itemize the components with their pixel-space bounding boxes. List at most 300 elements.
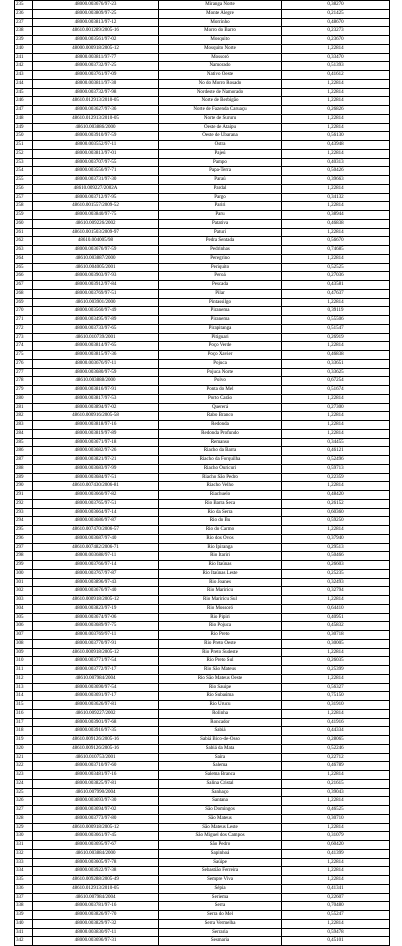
table-row [15, 911, 390, 920]
field-name: Pintassilgo [159, 298, 282, 307]
table-row [15, 499, 390, 508]
table-row [15, 709, 390, 718]
row-number: 297 [15, 543, 33, 552]
row-number: 276 [15, 359, 33, 368]
table-row [15, 841, 390, 850]
row-number: 287 [15, 456, 33, 465]
field-name: Riachuelo [159, 491, 282, 500]
row-number: 325 [15, 788, 33, 797]
process-number: 48000.003691/97-17 [33, 692, 159, 701]
process-number: 48000.003683/97-99 [33, 464, 159, 473]
process-number: 48610.003887/2000 [33, 254, 159, 263]
process-number: 48610.009226/2002 [33, 219, 159, 228]
row-number: 252 [15, 149, 33, 158]
process-number: 48610.009126/2005-16 [33, 744, 159, 753]
table-row [15, 438, 390, 447]
row-number: 240 [15, 44, 33, 53]
row-number: 307 [15, 631, 33, 640]
field-name: Mosquito [159, 36, 282, 45]
table-row [15, 97, 390, 106]
field-name: Rio Pipiri [159, 613, 282, 622]
process-number: 48610.009288/2005-49 [33, 876, 159, 885]
row-number: 256 [15, 184, 33, 193]
process-number: 48000.003765/97-51 [33, 499, 159, 508]
field-name: Remanso [159, 438, 282, 447]
row-number: 270 [15, 307, 33, 316]
row-number: 304 [15, 604, 33, 613]
field-name: Norte de Fazenda Caruaçu [159, 106, 282, 115]
process-number: 48000.003676/97-11 [33, 359, 159, 368]
row-number: 292 [15, 499, 33, 508]
table-row [15, 316, 390, 325]
table-row [15, 648, 390, 657]
field-name: Pescada [159, 281, 282, 290]
table-row [15, 849, 390, 858]
table-row [15, 491, 390, 500]
table-row [15, 289, 390, 298]
row-number: 269 [15, 298, 33, 307]
field-name: Rabo Branco [159, 412, 282, 421]
field-name: Pardal [159, 184, 282, 193]
field-name: Saúipe [159, 858, 282, 867]
process-number: 48000.003769/97-51 [33, 289, 159, 298]
process-number: 48000.003695/97-67 [33, 841, 159, 850]
field-name: Peregrino [159, 254, 282, 263]
table-row [15, 281, 390, 290]
process-number: 48000.003770/97-91 [33, 639, 159, 648]
process-number: 48610.004005/98 [33, 237, 159, 246]
row-number: 334 [15, 867, 33, 876]
field-name: São Mateus Leste [159, 823, 282, 832]
field-name: Patativa [159, 219, 282, 228]
row-number: 283 [15, 421, 33, 430]
field-name: Riacho Velho [159, 482, 282, 491]
process-number: 48000.003732/97-25 [33, 62, 159, 71]
field-name: Rio Preto Oeste [159, 639, 282, 648]
field-value: 0,46789 [282, 762, 390, 771]
field-value: 1,22814 [282, 482, 390, 491]
field-name: Serraria [159, 928, 282, 937]
field-name: Nativo Oeste [159, 71, 282, 80]
table-row [15, 596, 390, 605]
process-number: 48000.003829/97-32 [33, 919, 159, 928]
field-value: 0,34132 [282, 193, 390, 202]
field-value: 1,22814 [282, 44, 390, 53]
table-row [15, 867, 390, 876]
field-value: 0,30710 [282, 814, 390, 823]
table-row [15, 447, 390, 456]
row-number: 337 [15, 893, 33, 902]
row-number: 245 [15, 88, 33, 97]
field-value: 0,28065 [282, 736, 390, 745]
process-number: 48000.003821/97-21 [33, 456, 159, 465]
field-name: Sesmaria [159, 937, 282, 946]
table-row [15, 141, 390, 150]
row-number: 260 [15, 219, 33, 228]
row-number: 250 [15, 132, 33, 141]
field-value: 0,48420 [282, 491, 390, 500]
field-value: 0,40313 [282, 158, 390, 167]
field-value: 0,55247 [282, 911, 390, 920]
field-value: 0,23670 [282, 36, 390, 45]
field-value: 0,45832 [282, 622, 390, 631]
table-row [15, 683, 390, 692]
table-row [15, 53, 390, 62]
field-value: 0,33651 [282, 359, 390, 368]
field-value: 0,26152 [282, 499, 390, 508]
field-name: Pitiguari [159, 333, 282, 342]
row-number: 330 [15, 832, 33, 841]
field-value: 1,22814 [282, 526, 390, 535]
process-number: 48000.003818/97-16 [33, 421, 159, 430]
table-row [15, 806, 390, 815]
field-name: Riacho da Forquilha [159, 456, 282, 465]
row-number: 298 [15, 552, 33, 561]
field-name: Sanhaço [159, 788, 282, 797]
field-name: Pirapitanga [159, 324, 282, 333]
process-number: 48000.003916/97-35 [33, 727, 159, 736]
process-number: 48000.003556/97-71 [33, 167, 159, 176]
field-name: Sépia [159, 884, 282, 893]
row-number: 331 [15, 841, 33, 850]
table-row [15, 456, 390, 465]
field-value: 0,45101 [282, 937, 390, 946]
field-value: 0,59713 [282, 464, 390, 473]
process-number: 48000.003731/97-30 [33, 176, 159, 185]
process-number: 48610.007482/2006-71 [33, 543, 159, 552]
table-row [15, 464, 390, 473]
row-number: 332 [15, 849, 33, 858]
field-name: Rio Joanes [159, 578, 282, 587]
field-name: Seriema [159, 893, 282, 902]
row-number: 314 [15, 692, 33, 701]
field-value: 1,22814 [282, 88, 390, 97]
field-name: Sebastião Ferreira [159, 867, 282, 876]
table-row [15, 429, 390, 438]
table-row [15, 359, 390, 368]
table-row [15, 237, 390, 246]
row-number: 275 [15, 351, 33, 360]
row-number: 317 [15, 718, 33, 727]
field-value: 0,59478 [282, 928, 390, 937]
row-number: 336 [15, 884, 33, 893]
row-number: 278 [15, 377, 33, 386]
process-number: 48000.003912/97-84 [33, 281, 159, 290]
row-number: 324 [15, 779, 33, 788]
field-name: Roncador [159, 718, 282, 727]
process-number: 48610.007430/2006-81 [33, 482, 159, 491]
table-row [15, 876, 390, 885]
field-value: 0,47637 [282, 289, 390, 298]
table-row [15, 753, 390, 762]
table-row [15, 508, 390, 517]
field-name: Sabiá [159, 727, 282, 736]
table-row [15, 736, 390, 745]
field-value: 1,22814 [282, 149, 390, 158]
table-row [15, 263, 390, 272]
field-name: Rio do Bu [159, 517, 282, 526]
process-number: 48000.003813/97-12 [33, 18, 159, 27]
table-row [15, 123, 390, 132]
field-name: Rio Itaúnas [159, 561, 282, 570]
process-number: 48000.003481/97-16 [33, 771, 159, 780]
table-row [15, 762, 390, 771]
process-number: 48000.003811/97-30 [33, 79, 159, 88]
field-value: 0,52246 [282, 744, 390, 753]
row-number: 280 [15, 394, 33, 403]
process-number: 48000.003769/97-11 [33, 631, 159, 640]
field-value: 0,43948 [282, 141, 390, 150]
table-row [15, 132, 390, 141]
row-number: 311 [15, 666, 33, 675]
process-number: 48000.003761/97-09 [33, 71, 159, 80]
row-number: 285 [15, 438, 33, 447]
field-name: Rio Ipiranga [159, 543, 282, 552]
table-row [15, 377, 390, 386]
process-number: 48610.007984/2004 [33, 893, 159, 902]
field-name: Pargo [159, 193, 282, 202]
table-row [15, 246, 390, 255]
field-value: 0,22359 [282, 473, 390, 482]
row-number: 257 [15, 193, 33, 202]
field-value: 1,22814 [282, 648, 390, 657]
row-number: 247 [15, 106, 33, 115]
table-row [15, 324, 390, 333]
field-name: Rio Pojuca [159, 622, 282, 631]
field-name: Rio da Serra [159, 508, 282, 517]
row-number: 320 [15, 744, 33, 753]
process-number: 48000.003676/97-23 [33, 1, 159, 10]
row-number: 261 [15, 228, 33, 237]
field-value: 0,26919 [282, 333, 390, 342]
process-number: 48000.003552/97-11 [33, 141, 159, 150]
field-value: 0,31910 [282, 701, 390, 710]
table-row [15, 62, 390, 71]
row-number: 333 [15, 858, 33, 867]
field-name: Polvo [159, 377, 282, 386]
field-name: Pariri [159, 202, 282, 211]
process-number: 48000.003910/97-59 [33, 132, 159, 141]
field-name: Santana [159, 797, 282, 806]
process-number: 48000.003605/97-78 [33, 858, 159, 867]
row-number: 289 [15, 473, 33, 482]
row-number: 282 [15, 412, 33, 421]
field-value: 0,46121 [282, 447, 390, 456]
table-row [15, 1, 390, 10]
row-number: 265 [15, 263, 33, 272]
field-value: 0,23273 [282, 27, 390, 36]
process-number: 48000.003894/97-02 [33, 403, 159, 412]
process-number: 48000.003819/97-89 [33, 429, 159, 438]
process-number: 48000.003676/97-40 [33, 587, 159, 596]
row-number: 313 [15, 683, 33, 692]
table-row [15, 106, 390, 115]
row-number: 271 [15, 316, 33, 325]
field-name: Monte Alegre [159, 9, 282, 18]
row-number: 319 [15, 736, 33, 745]
process-number: 48000.003693/97-30 [33, 797, 159, 806]
row-number: 266 [15, 272, 33, 281]
field-value: 1,22814 [282, 797, 390, 806]
process-number: 48000.003922/97-38 [33, 867, 159, 876]
field-value: 0,25235 [282, 569, 390, 578]
table-row [15, 368, 390, 377]
process-number: 48000.003712/97-95 [33, 193, 159, 202]
table-row [15, 27, 390, 36]
process-number: 48610.001503/2009-97 [33, 228, 159, 237]
row-number: 300 [15, 569, 33, 578]
row-number: 242 [15, 62, 33, 71]
field-value: 0,29513 [282, 543, 390, 552]
table-row [15, 202, 390, 211]
field-value: 0,43581 [282, 281, 390, 290]
field-name: Namorado [159, 62, 282, 71]
row-number: 249 [15, 123, 33, 132]
row-number: 277 [15, 368, 33, 377]
row-number: 308 [15, 639, 33, 648]
row-number: 301 [15, 578, 33, 587]
field-value: 0,67254 [282, 377, 390, 386]
row-number: 295 [15, 526, 33, 535]
field-name: Papa-Terra [159, 167, 282, 176]
process-number: 48610.000918/2005-12 [33, 596, 159, 605]
row-number: 299 [15, 561, 33, 570]
process-number: 48000.003684/97-51 [33, 473, 159, 482]
process-number: 48000.003680/97-59 [33, 368, 159, 377]
field-value: 0,39119 [282, 307, 390, 316]
table-row [15, 394, 390, 403]
process-number: 48000.003773/97-80 [33, 814, 159, 823]
table-row [15, 193, 390, 202]
field-name: São Mateus [159, 814, 282, 823]
field-value: 1,22814 [282, 709, 390, 718]
row-number: 251 [15, 141, 33, 150]
process-number: 48000.003694/97-02 [33, 806, 159, 815]
process-number: 48000.003813/97-01 [33, 149, 159, 158]
field-name: Rio Preto [159, 631, 282, 640]
table-row [15, 254, 390, 263]
process-number: 48610.001289/2005-16 [33, 27, 159, 36]
table-row [15, 814, 390, 823]
field-value: 0,56670 [282, 237, 390, 246]
row-number: 259 [15, 211, 33, 220]
row-number: 312 [15, 674, 33, 683]
row-number: 316 [15, 709, 33, 718]
field-value: 0,70480 [282, 902, 390, 911]
table-row [15, 351, 390, 360]
process-number: 48610.010739/2001 [33, 333, 159, 342]
process-number: 48000.003896/97-43 [33, 578, 159, 587]
field-value: 1,22814 [282, 228, 390, 237]
table-row [15, 412, 390, 421]
field-name: Ponta do Mel [159, 386, 282, 395]
process-number: 48610.007990/2004 [33, 788, 159, 797]
process-number: 48610.004005/2001 [33, 263, 159, 272]
field-name: Rio Subaúma [159, 692, 282, 701]
field-value: 0,48670 [282, 18, 390, 27]
process-number: 48610.012913/2010-05 [33, 114, 159, 123]
process-number: 48000.003696/97-31 [33, 937, 159, 946]
field-name: Morro do Barro [159, 27, 282, 36]
table-row [15, 228, 390, 237]
process-number: 48000.003772/97-17 [33, 666, 159, 675]
table-row [15, 9, 390, 18]
process-number: 48610.000916/2005-58 [33, 412, 159, 421]
field-name: Salema Branca [159, 771, 282, 780]
table-row [15, 18, 390, 27]
field-name: Redonda [159, 421, 282, 430]
process-number: 48000.003690/97-54 [33, 683, 159, 692]
field-value: 0,26035 [282, 657, 390, 666]
table-row [15, 727, 390, 736]
field-value: 0,64410 [282, 604, 390, 613]
field-name: Paturi [159, 228, 282, 237]
field-name: Rio do Carmo [159, 526, 282, 535]
process-number: 48610.007984/2004 [33, 674, 159, 683]
field-value: 0,41341 [282, 884, 390, 893]
row-number: 323 [15, 771, 33, 780]
table-row [15, 114, 390, 123]
process-number: 48000.003560/97-49 [33, 307, 159, 316]
table-row [15, 167, 390, 176]
row-number: 326 [15, 797, 33, 806]
process-number: 48000.003495/97-89 [33, 316, 159, 325]
table-row [15, 657, 390, 666]
field-name: Rio Mariricu Sul [159, 596, 282, 605]
row-number: 296 [15, 534, 33, 543]
field-name: Nordeste de Namorado [159, 88, 282, 97]
process-number: 48000.003660/97-82 [33, 491, 159, 500]
field-value: 0,41399 [282, 849, 390, 858]
table-row [15, 779, 390, 788]
field-value: 0,51674 [282, 386, 390, 395]
row-number: 239 [15, 36, 33, 45]
row-number: 267 [15, 281, 33, 290]
process-number: 48000.003815/97-36 [33, 351, 159, 360]
table-row [15, 701, 390, 710]
table-row [15, 622, 390, 631]
table-row [15, 342, 390, 351]
table-row [15, 788, 390, 797]
table-row [15, 421, 390, 430]
field-name: Sabiá Bico-de-Osso [159, 736, 282, 745]
table-row [15, 613, 390, 622]
field-value: 1,22814 [282, 202, 390, 211]
process-number: 48000.003825/97-81 [33, 779, 159, 788]
table-row [15, 569, 390, 578]
process-number: 48610.012913/2010-05 [33, 97, 159, 106]
field-value: 0,22607 [282, 893, 390, 902]
process-number: 48000.003661/97-45 [33, 832, 159, 841]
row-number: 342 [15, 937, 33, 946]
process-number: 48610.003884/2000 [33, 849, 159, 858]
table-row [15, 219, 390, 228]
process-number: 48000.003664/97-14 [33, 508, 159, 517]
field-value: 0,33470 [282, 53, 390, 62]
process-number: 48610.012913/2010-05 [33, 884, 159, 893]
table-row [15, 639, 390, 648]
table-row [15, 884, 390, 893]
field-name: Rio Sauipe [159, 683, 282, 692]
row-number: 274 [15, 342, 33, 351]
field-value: 1,22814 [282, 97, 390, 106]
field-name: Rio Preto Sul [159, 657, 282, 666]
row-number: 340 [15, 919, 33, 928]
process-number: 48610.003886/2000 [33, 123, 159, 132]
field-value: 0,21425 [282, 9, 390, 18]
field-value: 0,41916 [282, 718, 390, 727]
process-number: 48000.003687/97-40 [33, 534, 159, 543]
